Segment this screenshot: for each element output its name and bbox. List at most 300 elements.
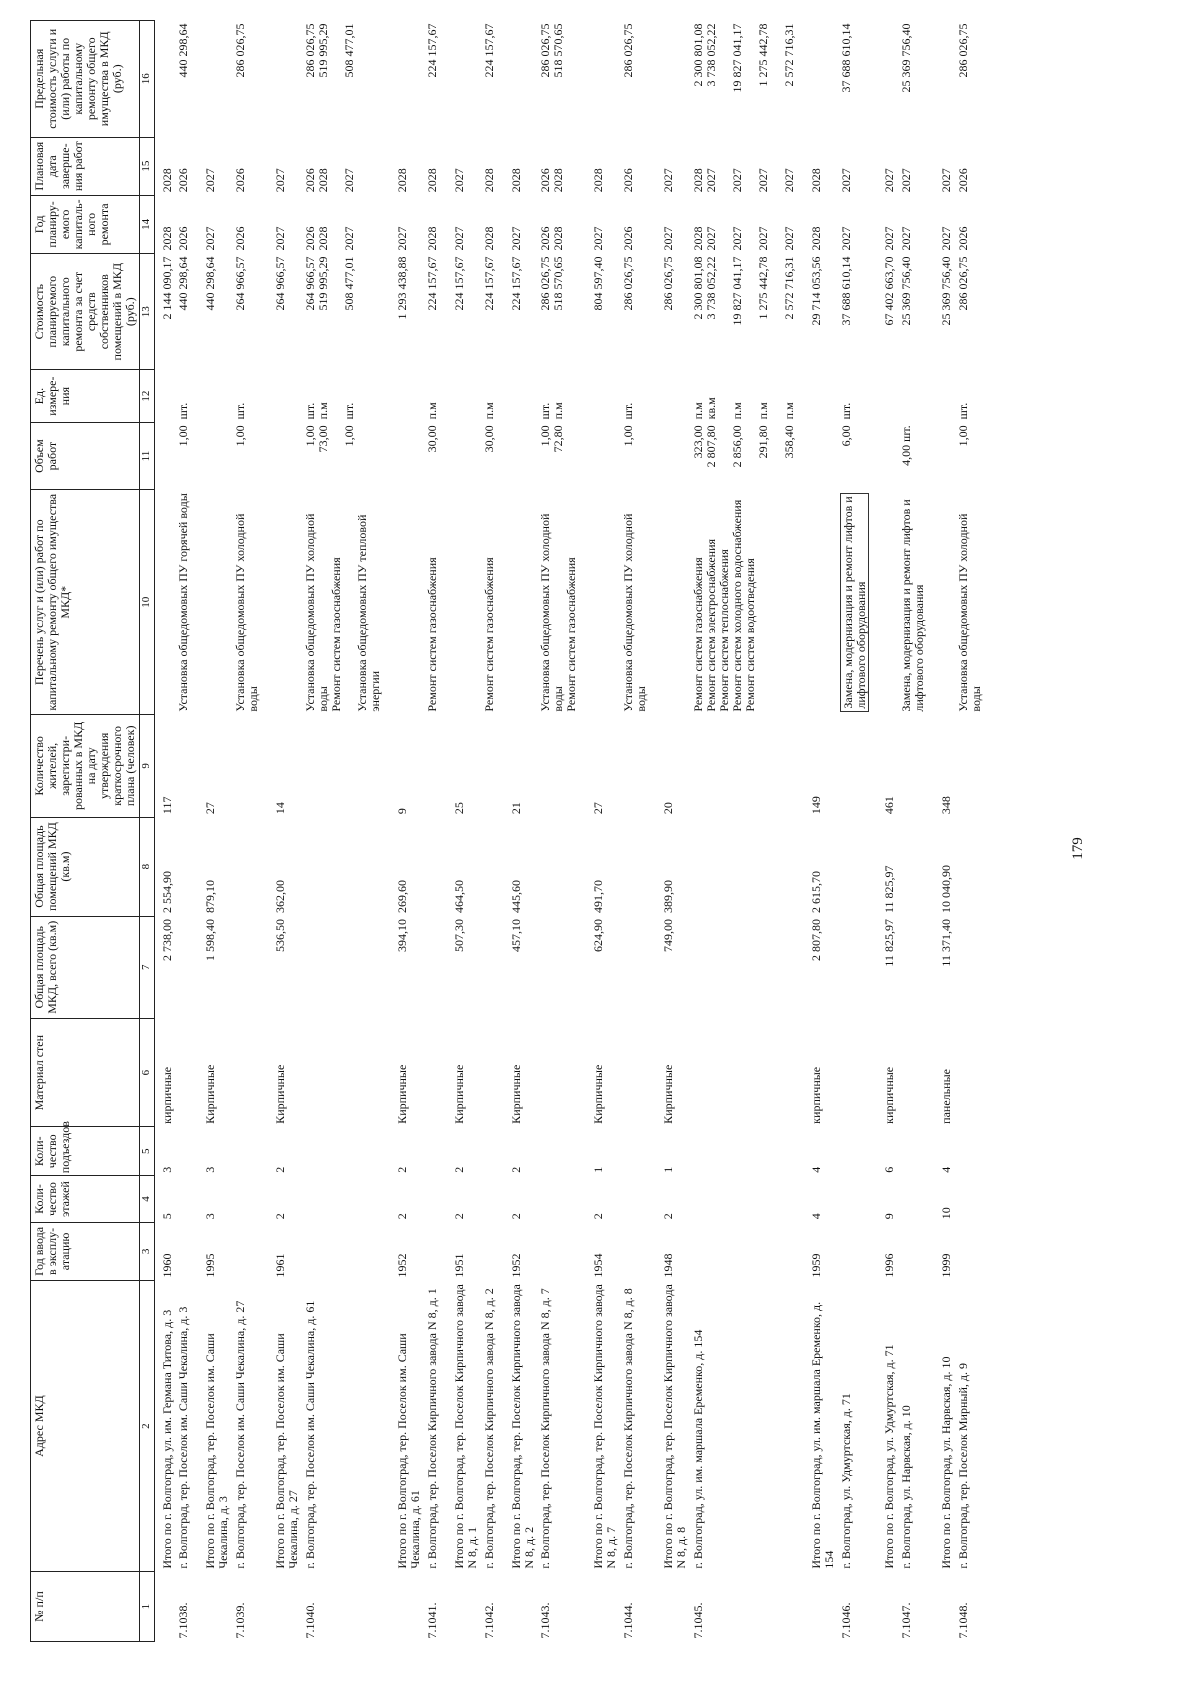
wall-material-cell [899,1019,934,1127]
cost-limit-cell [482,21,504,138]
commission-year-cell [934,1222,956,1280]
total-area-cell [482,916,504,1018]
commission-year-cell [154,1222,176,1280]
floors-count-cell [198,1176,233,1223]
total-area-cell [233,916,268,1018]
column-number: 16 [139,21,154,138]
floors-count: 4 [808,1213,823,1220]
address: Итого по г. Волгоград, тер. Поселок Кирпичного завода N 8, д. 2 [508,1284,536,1569]
wall-material-cell [691,1019,804,1127]
floors-count-cell [621,1176,656,1223]
wall-material-cell [621,1019,656,1127]
commission-year: 1952 [508,1253,523,1278]
total-area-cell [176,916,198,1018]
work-volume-cell [482,422,504,490]
table-row [233,21,268,1642]
address: г. Волгоград, тер. Поселок Кирпичного завода N 8, д. 1 [424,1288,439,1569]
planned-cost-cell [691,254,804,370]
measure-unit-cell [956,370,991,422]
floors-count-cell [303,1176,390,1223]
completion-year: 2028 [591,168,606,193]
column-number: 1 [139,1572,154,1642]
completion-year: 2026 [621,168,636,193]
cost-limit-cell [176,21,198,138]
planned-year-cell [656,195,691,253]
completion-year-cell [538,137,586,195]
cost-limit: 286 026,75 [233,23,248,78]
work-description: Ремонт систем газоснабжения [424,557,439,712]
address: Итого по г. Волгоград, тер. Поселок Кирпичного завода N 8, д. 7 [591,1284,619,1569]
completion-year: 2027 [661,168,676,193]
row-number-cell [482,1572,504,1642]
row-number-cell [504,1572,539,1642]
residents-count: 117 [159,796,174,815]
work-description-cell [268,490,303,715]
floors-count-cell [656,1176,691,1223]
residents-count-cell [504,715,539,817]
row-number: 7.1046. [838,1602,853,1639]
residents-count-cell [839,715,878,817]
work-volume-cell [447,422,482,490]
floors-count-cell [233,1176,268,1223]
planned-year-cell [934,195,956,253]
row-number: 7.1038. [176,1602,191,1639]
address-cell [447,1281,482,1572]
completion-year: 2027 [203,168,218,193]
address-cell [390,1281,425,1572]
commission-year: 1959 [808,1253,823,1278]
floors-count: 2 [591,1213,606,1220]
measure-unit-cell [804,370,839,422]
entrances-count-cell [233,1127,268,1176]
planned-cost-cell [154,254,176,370]
row-number-cell [154,1572,176,1642]
address-cell [303,1281,390,1572]
premises-area: 362,00 [273,880,288,914]
premises-area: 2 554,90 [159,871,174,914]
work-volume: 1,00 73,00 1,00 [303,425,356,453]
work-description-cell [656,490,691,715]
cost-limit-cell [621,21,656,138]
cost-limit: 224 157,67 [481,23,496,78]
total-area-cell [839,916,878,1018]
floors-count-cell [804,1176,839,1223]
commission-year-cell [804,1222,839,1280]
entrances-count-cell [482,1127,504,1176]
completion-year-cell [176,137,198,195]
commission-year: 1960 [159,1253,174,1278]
entrances-count-cell [899,1127,934,1176]
wall-material: Кирпичные [661,1064,676,1124]
table-row [303,21,390,1642]
row-number-cell [877,1572,899,1642]
planned-year-cell [877,195,899,253]
planned-cost: 224 157,67 [451,256,466,311]
completion-year: 2026 [233,168,248,193]
work-description-cell [447,490,482,715]
column-header: Год ввода в эксплу-атацию [31,1222,140,1280]
wall-material: Кирпичные [508,1064,523,1124]
planned-year: 2028 [424,226,439,251]
table-row [899,21,934,1642]
planned-year: 2028 [808,226,823,251]
premises-area-cell [956,817,991,916]
column-number: 13 [139,254,154,370]
planned-cost: 264 966,57 [233,256,248,311]
planned-cost: 440 298,64 [176,256,191,311]
planned-year-cell [425,195,447,253]
planned-year-cell [504,195,539,253]
entrances-count: 4 [939,1166,954,1173]
subtotal-row [154,21,176,1642]
total-area: 11 371,40 [939,919,954,967]
residents-count-cell [621,715,656,817]
planned-year: 2027 [882,226,897,251]
total-area-cell [877,916,899,1018]
table-body [154,21,991,1642]
commission-year: 1948 [661,1253,676,1278]
table-row [956,21,991,1642]
planned-cost-cell [504,254,539,370]
wall-material: кирпичные [159,1066,174,1124]
total-area: 2 807,80 [808,919,823,962]
commission-year: 1952 [394,1253,409,1278]
total-area-cell [154,916,176,1018]
wall-material: Кирпичные [273,1064,288,1124]
column-header: № п/п [31,1572,140,1642]
total-area-cell [586,916,621,1018]
premises-area-cell [538,817,586,916]
total-area-cell [303,916,390,1018]
total-area: 507,30 [451,919,466,953]
table-row [538,21,586,1642]
floors-count-cell [899,1176,934,1223]
residents-count: 27 [203,802,218,815]
measure-unit-cell [447,370,482,422]
planned-year-cell [198,195,233,253]
cost-limit: 37 688 610,14 [838,23,853,93]
planned-year-cell [804,195,839,253]
entrances-count: 1 [591,1166,606,1173]
wall-material-cell [268,1019,303,1127]
completion-year-cell [198,137,233,195]
work-volume: 323,00 2 807,80 2 856,00 291,80 358,40 [691,425,796,468]
planned-cost: 25 369 756,40 [939,256,954,326]
address: г. Волгоград, тер. Поселок Кирпичного завода N 8, д. 2 [481,1288,496,1569]
row-number-cell [390,1572,425,1642]
planned-year: 2028 2027 2027 2027 2027 [691,226,796,251]
commission-year: 1954 [591,1253,606,1278]
row-number-cell [956,1572,991,1642]
floors-count-cell [447,1176,482,1223]
subtotal-row [804,21,839,1642]
address-cell [656,1281,691,1572]
work-volume-cell [839,422,878,490]
column-number: 2 [139,1281,154,1572]
row-number: 7.1041. [424,1602,439,1639]
wall-material-cell [198,1019,233,1127]
entrances-count-cell [268,1127,303,1176]
premises-area: 491,70 [591,880,606,914]
column-header: Стоимость планируемого капитального ремонта за счет средств собственников помещений в МКД (руб.) [31,254,140,370]
planned-cost-cell [621,254,656,370]
work-description-cell [425,490,447,715]
work-volume: 30,00 [481,425,496,453]
total-area-cell [621,916,656,1018]
planned-year-cell [899,195,934,253]
address-cell [899,1281,934,1572]
planned-cost-cell [934,254,956,370]
residents-count: 20 [661,802,676,815]
planned-year-cell [538,195,586,253]
work-volume-cell [303,422,390,490]
total-area: 1 598,40 [203,919,218,962]
measure-unit: п.м кв.м п.м п.м п.м [691,397,796,420]
total-area: 749,00 [661,919,676,953]
measure-unit-cell [303,370,390,422]
planned-year: 2028 [159,226,174,251]
total-area-cell [804,916,839,1018]
entrances-count: 4 [808,1166,823,1173]
premises-area-cell [899,817,934,916]
entrances-count-cell [934,1127,956,1176]
cost-limit-cell [956,21,991,138]
planned-cost: 286 026,75 [956,256,971,311]
residents-count-cell [934,715,956,817]
address-cell [268,1281,303,1572]
measure-unit-cell [586,370,621,422]
measure-unit: шт. [176,402,191,420]
column-header: Материал стен [31,1019,140,1127]
address-cell [504,1281,539,1572]
residents-count-cell [268,715,303,817]
measure-unit-cell [198,370,233,422]
floors-count-cell [586,1176,621,1223]
total-area-cell [691,916,804,1018]
premises-area-cell [804,817,839,916]
row-number-cell [586,1572,621,1642]
work-volume-cell [176,422,198,490]
commission-year-cell [390,1222,425,1280]
planned-cost: 2 300 801,08 3 738 052,22 19 827 041,17 1 275 442,78 2 572 716,31 [691,256,796,326]
wall-material-cell [956,1019,991,1127]
address-cell [804,1281,839,1572]
measure-unit-cell [621,370,656,422]
column-number: 3 [139,1222,154,1280]
total-area-cell [390,916,425,1018]
work-description: Установка общедомовых ПУ горячей воды [176,493,191,712]
residents-count-cell [303,715,390,817]
row-number-cell [268,1572,303,1642]
row-number-cell [656,1572,691,1642]
floors-count-cell [956,1176,991,1223]
planned-cost-cell [586,254,621,370]
address-cell [839,1281,878,1572]
wall-material-cell [154,1019,176,1127]
address: г. Волгоград, тер. Поселок им. Саши Чекалина, д. 27 [233,1300,248,1569]
floors-count: 2 [508,1213,523,1220]
address: Итого по г. Волгоград, тер. Поселок им. Саши Чекалина, д. 27 [273,1333,301,1569]
completion-year: 2028 [481,168,496,193]
planned-year: 2026 2028 [538,226,566,251]
planned-year: 2027 [203,226,218,251]
address: г. Волгоград, ул. Нарвская, д. 10 [899,1405,914,1569]
work-volume-cell [899,422,934,490]
row-number-cell [447,1572,482,1642]
floors-count: 2 [451,1213,466,1220]
floors-count-cell [482,1176,504,1223]
work-volume-cell [621,422,656,490]
total-area-cell [447,916,482,1018]
column-number: 11 [139,422,154,490]
row-number-cell [538,1572,586,1642]
commission-year-cell [303,1222,390,1280]
work-description-cell [804,490,839,715]
page-number: 179 [1070,837,1086,860]
total-area: 536,50 [273,919,288,953]
measure-unit-cell [425,370,447,422]
work-volume-cell [804,422,839,490]
row-number: 7.1047. [899,1602,914,1639]
residents-count-cell [691,715,804,817]
row-number: 7.1044. [621,1602,636,1639]
work-volume: 30,00 [424,425,439,453]
commission-year: 1995 [203,1253,218,1278]
column-header: Коли-чество подъездов [31,1127,140,1176]
wall-material-cell [504,1019,539,1127]
work-volume: 4,00 шт. [899,425,914,466]
premises-area-cell [425,817,447,916]
floors-count-cell [691,1176,804,1223]
work-description: Установка общедомовых ПУ холодной воды [233,513,261,712]
wall-material-cell [839,1019,878,1127]
planned-year-cell [691,195,804,253]
completion-year: 2028 2027 2027 2027 2027 [691,168,796,193]
measure-unit: шт. [838,402,853,420]
measure-unit-cell [877,370,899,422]
subtotal-row [268,21,303,1642]
cost-limit-cell [303,21,390,138]
work-description-cell [586,490,621,715]
address-cell [233,1281,268,1572]
planned-year-cell [586,195,621,253]
address: г. Волгоград, тер. Поселок им. Саши Чекалина, д. 61 [303,1300,318,1569]
measure-unit-cell [656,370,691,422]
subtotal-row [504,21,539,1642]
row-number: 7.1039. [233,1602,248,1639]
measure-unit: шт. [956,402,971,420]
planned-year: 2026 2028 2027 [303,226,356,251]
work-volume-cell [586,422,621,490]
wall-material: кирпичные [882,1066,897,1124]
column-number: 10 [139,490,154,715]
planned-year: 2027 [394,226,409,251]
premises-area: 10 040,90 [939,865,954,914]
cost-limit-cell [691,21,804,138]
floors-count: 3 [203,1213,218,1220]
completion-year-cell [268,137,303,195]
completion-year: 2028 [424,168,439,193]
residents-count-cell [656,715,691,817]
planned-cost-cell [425,254,447,370]
planned-cost-cell [656,254,691,370]
floors-count-cell [390,1176,425,1223]
premises-area-cell [176,817,198,916]
premises-area-cell [390,817,425,916]
wall-material-cell [176,1019,198,1127]
planned-cost-cell [198,254,233,370]
planned-cost: 224 157,67 [424,256,439,311]
wall-material-cell [934,1019,956,1127]
planned-year: 2026 [176,226,191,251]
cost-limit-cell [390,21,425,138]
work-volume-cell [656,422,691,490]
work-volume-cell [691,422,804,490]
residents-count: 149 [808,796,823,815]
work-volume-cell [154,422,176,490]
planned-cost-cell [899,254,934,370]
wall-material: Кирпичные [591,1064,606,1124]
cost-limit-cell [425,21,447,138]
address: г. Волгоград, тер. Поселок им. Саши Чекалина, д. 3 [176,1306,191,1569]
wall-material: Кирпичные [394,1064,409,1124]
table-row [621,21,656,1642]
work-volume: 1,00 [621,425,636,447]
table-row [482,21,504,1642]
address: Итого по г. Волгоград, тер. Поселок им. Саши Чекалина, д. 3 [203,1333,231,1569]
total-area: 2 738,00 [159,919,174,962]
residents-count: 461 [882,796,897,815]
table-row [691,21,804,1642]
row-number-cell [233,1572,268,1642]
planned-cost: 286 026,75 518 570,65 [538,256,566,311]
work-description: Замена, модернизация и ремонт лифтов и лифтового оборудования [899,499,927,712]
table-row [176,21,198,1642]
commission-year-cell [447,1222,482,1280]
premises-area-cell [621,817,656,916]
row-number: 7.1048. [956,1602,971,1639]
measure-unit: шт. [621,402,636,420]
cost-limit-cell [233,21,268,138]
cost-limit-cell [656,21,691,138]
completion-year: 2028 [808,168,823,193]
column-number: 5 [139,1127,154,1176]
row-number-cell [804,1572,839,1642]
residents-count: 9 [394,808,409,815]
residents-count: 25 [451,802,466,815]
measure-unit: шт. [233,402,248,420]
planned-cost: 67 402 663,70 [882,256,897,326]
work-volume-cell [504,422,539,490]
planned-year: 2026 [621,226,636,251]
entrances-count-cell [839,1127,878,1176]
cost-limit-cell [154,21,176,138]
floors-count: 2 [394,1213,409,1220]
premises-area: 879,10 [203,880,218,914]
entrances-count-cell [504,1127,539,1176]
work-description-cell [303,490,390,715]
row-number-cell [198,1572,233,1642]
row-number-cell [621,1572,656,1642]
cost-limit-cell [504,21,539,138]
work-description-cell [538,490,586,715]
floors-count-cell [268,1176,303,1223]
residents-count-cell [447,715,482,817]
total-area-cell [268,916,303,1018]
wall-material-cell [303,1019,390,1127]
commission-year: 1999 [939,1253,954,1278]
completion-year: 2026 [176,168,191,193]
